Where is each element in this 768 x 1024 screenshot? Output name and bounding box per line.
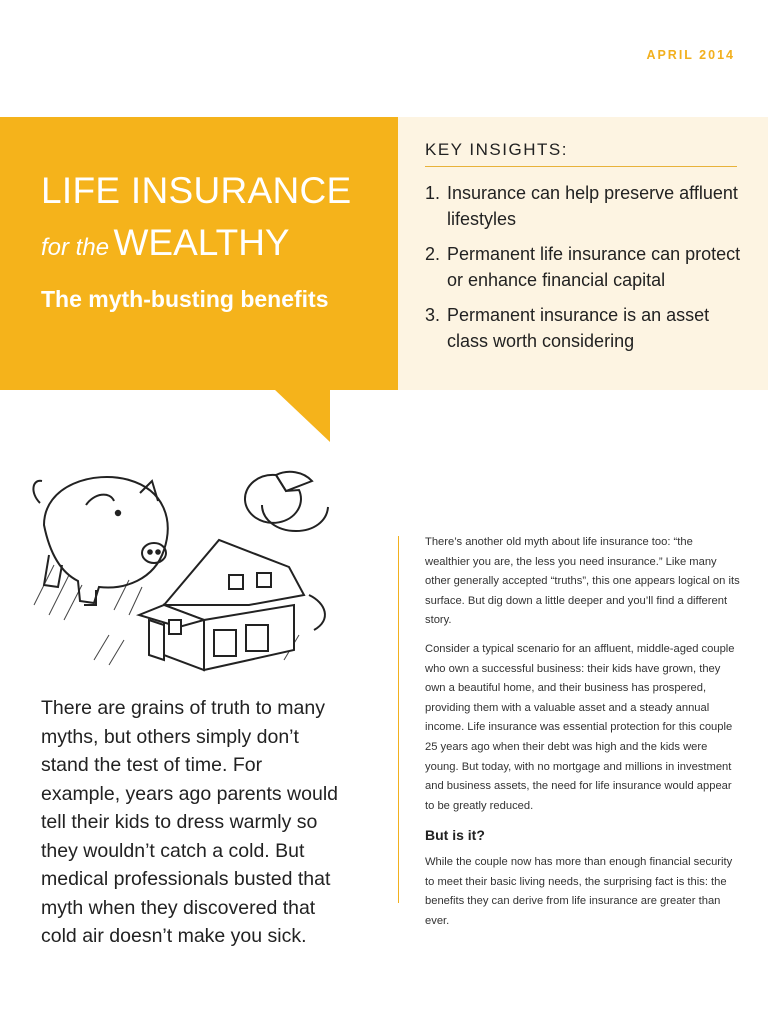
column-divider — [398, 536, 399, 903]
insight-item — [425, 241, 745, 293]
house-icon — [139, 540, 325, 670]
key-insights-divider — [425, 166, 737, 167]
banner-pointer — [274, 389, 330, 442]
subtitle: The myth-busting benefits — [41, 286, 329, 312]
insight-number: 2. — [425, 244, 441, 264]
title-for-the: for the — [41, 234, 110, 261]
piggy-bank-icon — [33, 477, 167, 605]
body-paragraph-1: There’s another old myth about life insurance too: “the wealthier you are, the less you need insurance.” Like many other generally accepted “truths”, this one appears logical on its surface. But dig down a little deeper and you’ll find a different story. — [425, 536, 740, 627]
title-line-1: LIFE INSURANCE — [41, 170, 352, 211]
body-paragraph-2: Consider a typical scenario for an affluent, middle-aged couple who own a successful business: their kids have grown, they own a beautiful home, and their business has prospered, providing them with a valuable asset and a steady annual income. Life insurance was essential protection for this couple 25 years ago when their debt was high and the kids were young. But today, with no mortgage and millions in investment and business assets, the need for life insurance would appear to be greatly reduced. — [425, 642, 735, 812]
article-body — [425, 533, 740, 940]
pie-chart-icon — [245, 472, 328, 531]
lead-paragraph: There are grains of truth to many myths, but others simply don’t stand the test of time. For example, years ago parents would tell their kids to dress warmly so they wouldn’t catch a cold. But medical professionals busted that myth when they discovered that cold air doesn’t make you sick. — [41, 697, 339, 947]
key-insights-title: KEY INSIGHTS: — [425, 140, 568, 159]
key-insights-list — [425, 180, 745, 363]
insight-item — [425, 302, 745, 354]
insight-number: 1. — [425, 183, 441, 203]
section-heading: But is it? — [425, 827, 485, 844]
insight-text: Insurance can help preserve affluent lifestyles — [447, 183, 738, 229]
insight-text: Permanent life insurance can protect or enhance financial capital — [447, 244, 741, 290]
body-paragraph-3: While the couple now has more than enough financial security to meet their basic living needs, the surprising fact is this: the benefits they can derive from life insurance are greater than ever. — [425, 855, 733, 927]
issue-date: APRIL 2014 — [646, 48, 735, 62]
insight-item — [425, 180, 745, 232]
title-line-2 — [41, 222, 290, 264]
title-wealthy: WEALTHY — [113, 222, 290, 263]
insight-text: Permanent insurance is an asset class worth considering — [447, 305, 710, 351]
insight-number: 3. — [425, 305, 441, 325]
illustration — [14, 455, 360, 685]
